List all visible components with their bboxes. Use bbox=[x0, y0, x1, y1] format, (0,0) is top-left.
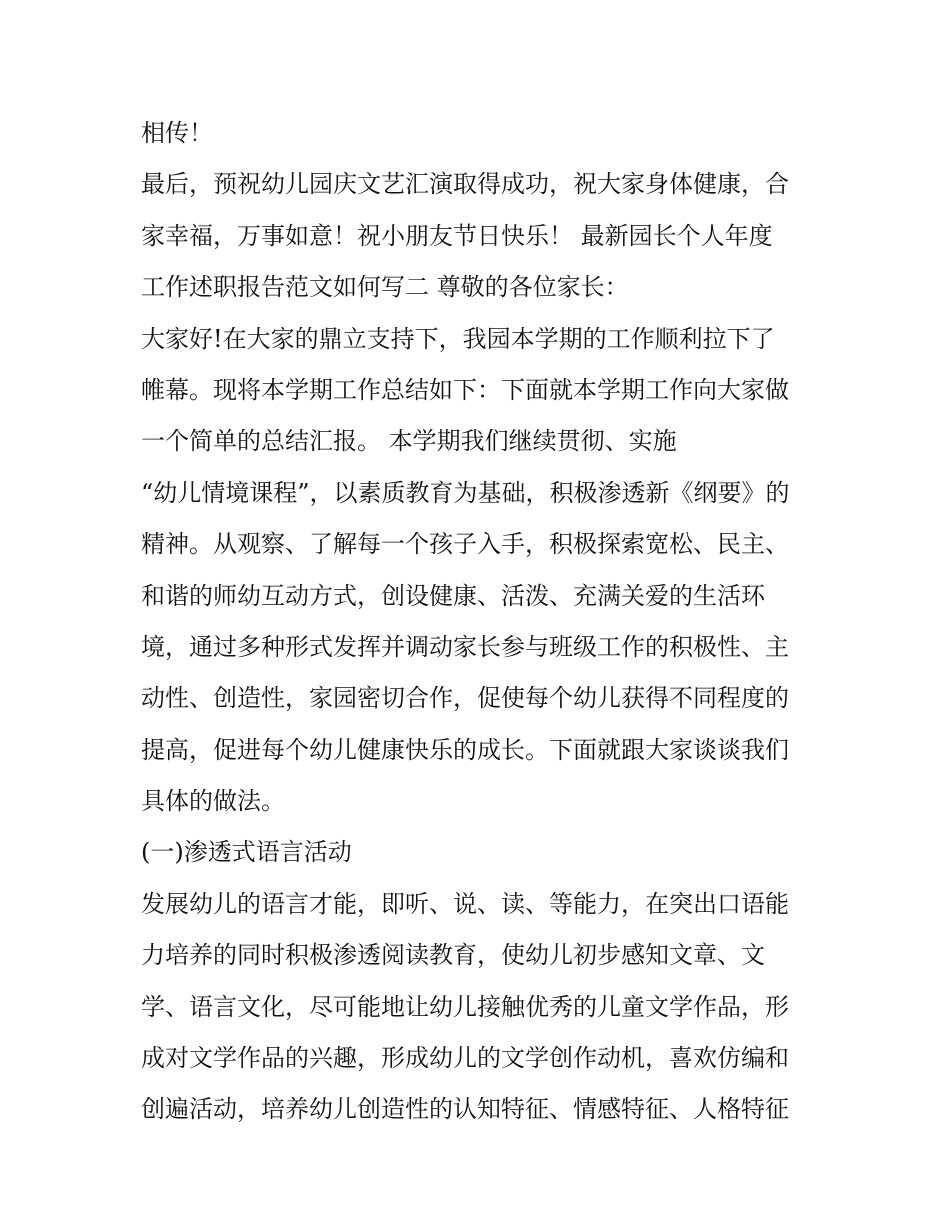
text-line: 发展幼儿的语言才能，即听、说、读、等能力，在突出口语能 bbox=[141, 889, 789, 918]
text-line: 工作述职报告范文如何写二 尊敬的各位家长： bbox=[141, 273, 629, 302]
text-line: 境，通过多种形式发挥并调动家长参与班级工作的积极性、主 bbox=[141, 632, 789, 661]
text-line: 一个简单的总结汇报。 本学期我们继续贯彻、实施 bbox=[141, 427, 677, 456]
section-heading: (一)渗透式语言活动 bbox=[141, 838, 352, 867]
text-line: 最后，预祝幼儿园庆文艺汇演取得成功，祝大家身体健康，合 bbox=[141, 170, 789, 199]
document-body bbox=[141, 108, 821, 1136]
text-line: 创遍活动，培养幼儿创造性的认知特征、情感特征、人格特征 bbox=[141, 1095, 789, 1124]
text-line: 成对文学作品的兴趣，形成幼儿的文学创作动机，喜欢仿编和 bbox=[141, 1044, 789, 1073]
text-line: 精神。从观察、了解每一个孩子入手，积极探索宽松、民主、 bbox=[141, 530, 789, 559]
text-line: 相传！ bbox=[141, 119, 213, 147]
text-line: 具体的做法。 bbox=[141, 787, 285, 816]
text-line: 动性、创造性，家园密切合作，促使每个幼儿获得不同程度的 bbox=[141, 684, 789, 713]
text-line: 提高，促进每个幼儿健康快乐的成长。下面就跟大家谈谈我们 bbox=[141, 735, 789, 764]
text-line: 和谐的师幼互动方式，创设健康、活泼、充满关爱的生活环 bbox=[141, 581, 765, 610]
text-line: “幼儿情境课程”，以素质教育为基础，积极渗透新《纲要》的 bbox=[141, 478, 790, 507]
text-line: 家幸福，万事如意！祝小朋友节日快乐！ 最新园长个人年度 bbox=[141, 221, 773, 250]
text-line: 大家好!在大家的鼎立支持下，我园本学期的工作顺利拉下了 bbox=[141, 324, 775, 353]
text-line: 帷幕。现将本学期工作总结如下：下面就本学期工作向大家做 bbox=[141, 375, 789, 404]
text-line: 力培养的同时积极渗透阅读教育，使幼儿初步感知文章、文 bbox=[141, 941, 765, 970]
text-line: 学、语言文化，尽可能地让幼儿接触优秀的儿童文学作品，形 bbox=[141, 992, 789, 1021]
